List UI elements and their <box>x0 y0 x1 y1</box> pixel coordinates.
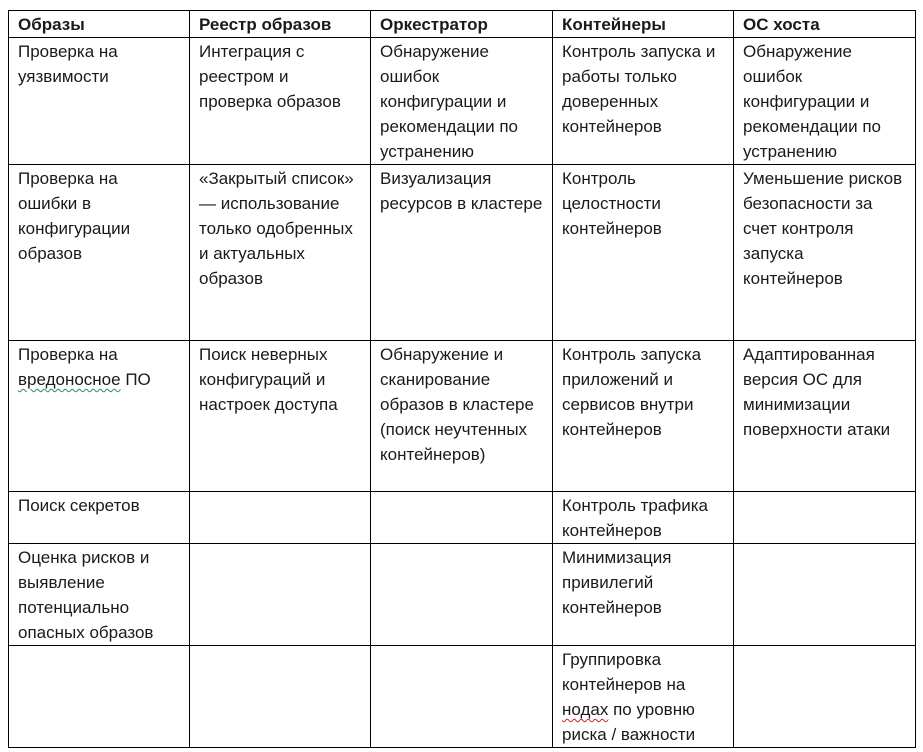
table-cell <box>190 492 371 544</box>
table-cell: Поиск секретов <box>9 492 190 544</box>
table-cell: Обнаружение ошибок конфигурации и рекомендации по устранению <box>734 38 916 165</box>
table-cell <box>371 544 553 646</box>
table-cell <box>190 646 371 748</box>
table-cell: Уменьшение рисков безопасности за счет контроля запуска контейнеров <box>734 165 916 341</box>
table-cell: Оценка рисков и выявление потенциально опасных образов <box>9 544 190 646</box>
security-features-table <box>8 10 916 748</box>
table-row <box>9 492 916 544</box>
table-cell <box>734 646 916 748</box>
table-cell: Контроль целостности контейнеров <box>553 165 734 341</box>
table-cell: Контроль трафика контейнеров <box>553 492 734 544</box>
table-body <box>9 38 916 748</box>
table-row <box>9 38 916 165</box>
header-orchestrator: Оркестратор <box>371 11 553 38</box>
header-row <box>9 11 916 38</box>
table-cell <box>371 646 553 748</box>
table-cell: Контроль запуска и работы только доверенных контейнеров <box>553 38 734 165</box>
table-row <box>9 646 916 748</box>
table-cell <box>190 544 371 646</box>
table-row <box>9 544 916 646</box>
table-cell <box>9 646 190 748</box>
header-image-registry: Реестр образов <box>190 11 371 38</box>
table-cell <box>734 492 916 544</box>
table-cell: Проверка на уязвимости <box>9 38 190 165</box>
table-cell: Контроль запуска приложений и сервисов внутри контейнеров <box>553 341 734 492</box>
table-cell: Проверка на вредоносное ПО <box>9 341 190 492</box>
header-containers: Контейнеры <box>553 11 734 38</box>
spellcheck-mark: нодах <box>562 700 609 719</box>
header-host-os: ОС хоста <box>734 11 916 38</box>
table-cell: Группировка контейнеров на нодах по уровню риска / важности <box>553 646 734 748</box>
header-images: Образы <box>9 11 190 38</box>
table-cell: Обнаружение и сканирование образов в кластере (поиск неучтенных контейнеров) <box>371 341 553 492</box>
table-cell: Поиск неверных конфигураций и настроек доступа <box>190 341 371 492</box>
table-cell: «Закрытый список» — использование только одобренных и актуальных образов <box>190 165 371 341</box>
table-row <box>9 165 916 341</box>
table-cell: Адаптированная версия ОС для минимизации поверхности атаки <box>734 341 916 492</box>
spellcheck-mark: вредоносное <box>18 370 121 389</box>
table-cell <box>371 492 553 544</box>
table-cell: Визуализация ресурсов в кластере <box>371 165 553 341</box>
table-row <box>9 341 916 492</box>
table-cell: Минимизация привилегий контейнеров <box>553 544 734 646</box>
table-cell: Интеграция с реестром и проверка образов <box>190 38 371 165</box>
table-cell: Обнаружение ошибок конфигурации и рекомендации по устранению <box>371 38 553 165</box>
table-cell: Проверка на ошибки в конфигурации образов <box>9 165 190 341</box>
table-cell <box>734 544 916 646</box>
table-header <box>9 11 916 38</box>
